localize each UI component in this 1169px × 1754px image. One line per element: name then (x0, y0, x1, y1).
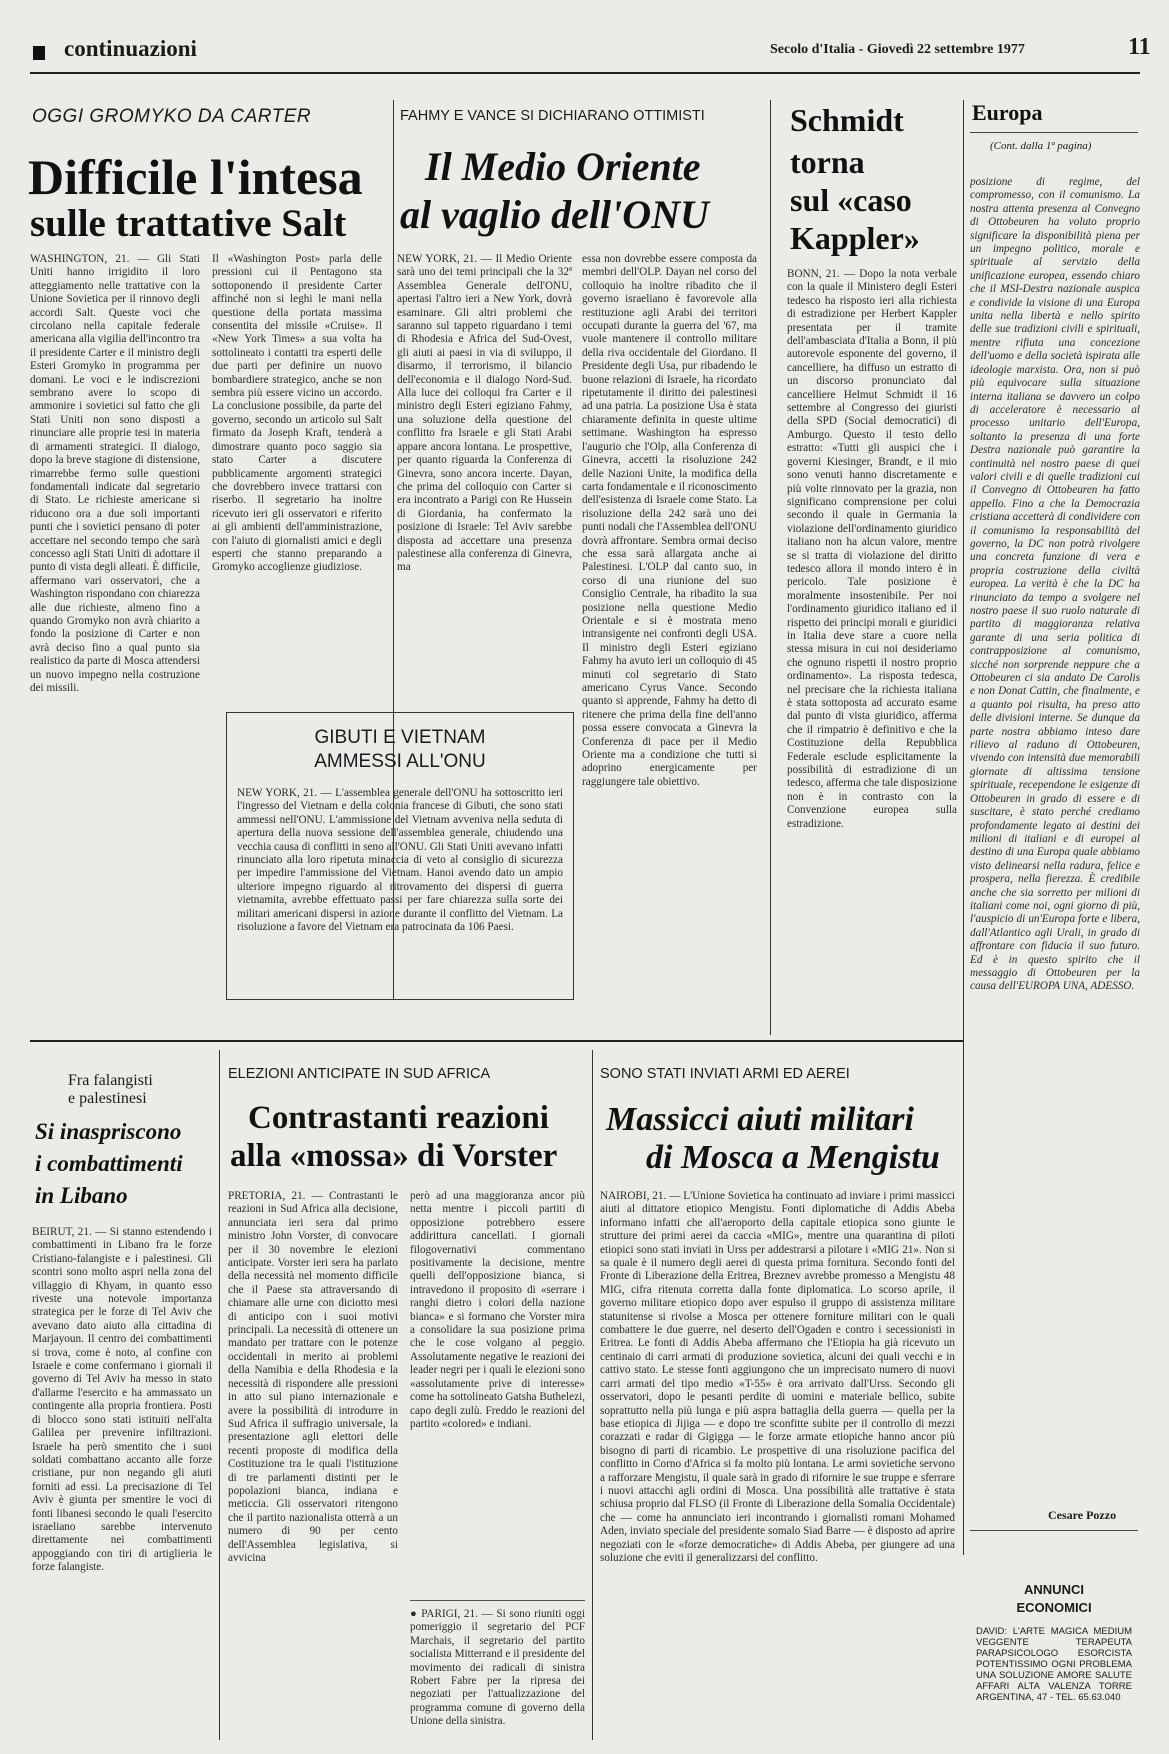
schmidt-title-line1: Schmidt (790, 102, 904, 138)
europa-signature: Cesare Pozzo (1048, 1508, 1117, 1522)
libano-title-line3: in Libano (35, 1183, 128, 1208)
libano-text: BEIRUT, 21. — Si stanno estendendo i combattimenti in Libano fra le forze Cristiano-falangiste e i palestinesi. Gli scontri sono molto aspri nella zona del villaggio di Khyam, in quanto esso riveste una notevole importanza strategica per le forze di Tel Aviv che avevano dato aiuto alla cittadina di Marjayoun. Il centro dei combattimenti si trova, come è noto, al confine con Israele e come confermano i giornali il governo di Tel Aviv ha messo in stato d'allarme l'esercito e ha ammassato un contingente alla propria frontiera. Posti di blocco sono stati istituiti nell'alta Galilea per prevenire infiltrazioni. Israele ha però smentito che i suoi soldati combattano accanto alle forze cristiane, pur non negando gli aiuti forniti ad essi. La precisazione di Tel Aviv è giunta per smentire le voci di fonti libanesi secondo le quali l'esercito israeliano sarebbe intervenuto direttamente nei combattimenti appoggiando con tiri di artiglieria le forze falangiste. (32, 1226, 212, 1574)
europa-text: posizione di regime, del compromesso, con il comunismo. La nostra attenta presenza al Convegno di Ottobeuren ha voluto proprio significare la disponibilità piena per un impegno politico, morale e spirituale al servizio della unificazione europea, essendo chiaro che il MSI-Destra nazionale auspica e condivide la visione di una Europa unita nella libertà e nello spirito delle sue tradizioni civili e spirituali, mentre rifiuta una concezione dell'uomo e della società ispirata alle ideologie marxista. Ora, non si può più equivocare sulla situazione interna italiana se davvero un colpo di acceleratore è necessario al processo unitario dell'Europa, soltanto la presenza di una forte Destra nazionale può garantire la continuità nel nostro paese di quei valori civili e di quelle tradizioni cui il Convegno di Ottobeuren ha fatto appello. Fino a che la Democrazia cristiana accetterà di condividere con il comunismo la responsabilità del governo, la DC non potrà rivolgere una concreta funzione di vera e propria costruzione della civiltà europea. La verità è che la DC ha rinunciato da tempo a svolgere nel nostro paese il suo ruolo naturale di partito di maggioranza relativa garante di una seria politica di contrapposizione al comunismo, sicché non sorprende neppure che a Ottobeuren ci sia andato De Carolis e non Donat Cattin, che finalmente, e a quanto poi risulta, ha preso atto delle divisioni interne. Se dunque da parte nostra abbiamo inteso dare rilievo al raduno di Ottobeuren, vivendo con intensità due memorabili giornate di altissima tensione spirituale, recependone le esigenze di Ottobeuren in grado di essere e di suscitare, è stato perché crediamo profondamente legato ai destini dei milioni di italiani e di europei al destino di una Europa quale abbiamo visto delinearsi nella radura, felice e prospera, nella fierezza. È credibile anche che sia sorretto per milioni di italiani come noi, ogni giorno di più, l'auspicio di un'Europa forte e libera, dall'Atlantico agli Urali, in grado di affrontare con fiducia il suo futuro. Ed è in questo spirito che il messaggio di Ottobeuren per la causa dell'EUROPA UNA, ADESSO. (970, 176, 1140, 993)
section-title: continuazioni (64, 36, 197, 61)
annunci-title-line2: ECONOMICI (1016, 1600, 1092, 1615)
annunci-text: DAVID: L'ARTE MAGICA MEDIUM VEGGENTE TERAPEUTA PARAPSICOLOGO ESORCISTA POTENTISSIMO OGNI PROBLEMA UNA SOLUZIONE AMORE SALUTE AFFARI ALTA VALENZA TORRE ARGENTINA, 47 - TEL. 65.63.040 (976, 1626, 1132, 1703)
parigi-text: ● PARIGI, 21. — Si sono riuniti oggi pomeriggio il segretario del PCF Marchais, il segretario del partito socialista Mitterrand e il presidente del movimento dei radicali di sinistra Robert Fabre per la ripresa dei negoziati per l'attualizzazione del programma comune di governo della Unione della sinistra. (410, 1608, 585, 1728)
gibuti-title-line1: GIBUTI E VIETNAM (314, 727, 486, 748)
vorster-title-line2: alla «mossa» di Vorster (230, 1138, 558, 1174)
gromyko-col1: WASHINGTON, 21. — Gli Stati Uniti hanno irrigidito il loro atteggiamento nelle trattative con la Unione Sovietica per il rinnovo degli accordi Salt. Queste voci che circolano nella capitale federale americana alla vigilia dell'incontro tra il presidente Carter e il ministro degli Esteri Gromyko in programma per domani. Le voci e le indiscrezioni sembrano avere lo scopo di ammonire i sovietici sul fatto che gli Stati Uniti non sono disposti a rinunciare alle proprie tesi in materia di armamenti strategici. Il dialogo, dopo la breve stagione di distensione, rimarrebbe fermo sulle questioni fondamentali indicate dal segretario di Stato. Le richieste americane si riducono ora a due soli importanti punti che i sovietici pensano di poter accettare nel secondo tempo che sarà concesso agli Stati Uniti di adottare il punto di vista degli alleati. È difficile, affermano vari osservatori, che a Washington rispondano con chiarezza alle due richieste, almeno fino a quando Gromyko non avrà chiarito a fondo la posizione di Carter e non avrà deciso fino a qual punto sia realistico da parte di Mosca attendersi un nuovo impegno nella costruzione dei missili. (30, 253, 200, 694)
schmidt-title-line4: Kappler» (790, 220, 920, 256)
masthead (30, 34, 1151, 70)
europa-rule (970, 132, 1138, 133)
gromyko-col2: Il «Washington Post» parla delle pressioni cui il Pentagono sta sottoponendo il presidente Carter affinché non si leghi le mani nella questione della portata massima consentita del missile «Cruise». Il «New York Times» a sua volta ha sottolineato i contatti tra esperti delle due parti per definire un nuovo bombardiere strategico, anche se non sembra più essere vicino un accordo. La conclusione possibile, da parte del governo, secondo un articolo sul Salt firmato da Joseph Kraft, tenderà a dimostrare quanto poco saggio sia stato Carter a discutere pubblicamente argomenti strategici che dovrebbero invece trattarsi con riserbo. Il segretario ha inoltre ricevuto ieri gli osservatori e riferito ai gli ambienti dell'amministrazione, con l'aiuto di giornalisti amici e degli esperti che stanno preparando a Gromyko accoglienze giudiziose. (212, 253, 382, 574)
gibuti-box (226, 712, 574, 1000)
middle-rule (30, 1040, 963, 1042)
schmidt-title-line3: sul «caso (790, 182, 912, 218)
libano-title-line2: i combattimenti (35, 1151, 183, 1176)
gromyko-title-line2: sulle trattative Salt (30, 202, 347, 245)
vorster-title-line1: Contrastanti reazioni (248, 1100, 549, 1136)
paper-date: Secolo d'Italia - Giovedì 22 settembre 1977 (770, 42, 1025, 57)
col-rule-3 (963, 100, 964, 1555)
mengistu-title-line1: Massicci aiuti militari (606, 1101, 914, 1138)
gibuti-title-line2: AMMESSI ALL'ONU (314, 751, 486, 772)
mengistu-text: NAIROBI, 21. — L'Unione Sovietica ha continuato ad inviare i primi massicci aiuti al dittatore etiopico Mengistu. Fonti diplomatiche di Addis Abeba informano infatti che all'aeroporto della capitale etiopica sono giunte le strutture dei primi aerei da caccia «MIG», mentre una quarantina di piloti etiopici sono stati inviati in Urss per addestrarsi a pilotare i «MIG 21». Non si sa quale è il numero degli aerei di questa prima fornitura. Secondo fonti del Fronte di Liberazione della Eritrea, Breznev avrebbe promesso a Mengistu 48 MIG, cifra ritenuta corretta dalla fonte diplomatica. Lo scorso aprile, il governo militare etiopico dopo aver espulso il gruppo di assistenza militare statunitense si rivolse a Mosca per ottenere forniture militari con le quali combattere le due guerre, nel deserto dell'Ogaden e contro i secessionisti in Eritrea. Le fonti di Addis Abeba affermano che l'Etiopia ha già ricevuto un centinaio di carri armati di produzione sovietica, alcuni dei quali vecchi e in cattivo stato. Le stesse fonti aggiungono che un imprecisato numero di nuovi carri armati del tipo medio «T-55» è ora arrivato dall'Urss. Secondo gli osservatori, dopo le pesanti perdite di uomini e materiale bellico, subite soprattutto nella più lunga e più aspra battaglia della guerra — quella per la base etiopica di Jijiga — e dopo tre sconfitte subite per il controllo di mezzi corazzati e radar di Gigigga — le forze armate etiopiche hanno ancor più bisogno di parti di ricambio. Le prospettive di una risoluzione pacifica del conflitto in Corno d'Africa si fa molto più lontana. Le armi sovietiche servono a rafforzare Mengistu, il quale sarà in grado di rifornire le sue truppe e sferrare i nuovi attacchi agli ordini di Mosca. Una possibilità alle trattative è stata schiusa proprio dal FLSO (il Fronte di Liberazione della Somalia Occidentale) che — come ha annunciato ieri incontrando i giornalisti romani Mohamed Aden, inviato speciale del presidente somalo Siad Barre — è disposto ad aprire negoziati con le «forze democratiche» di Addis Abeba, per giungere ad una soluzione che eviti il generalizzarsi del conflitto. (600, 1190, 955, 1564)
europa-title: Europa (972, 100, 1043, 125)
mo-col2: essa non dovrebbe essere composta da membri dell'OLP. Dayan nel corso del colloquio ha inoltre ribadito che il governo israeliano è favorevole alla restituzione agli Arabi dei territori occupati durante la guerra del '67, ma vuole mantenere il controllo militare della riva occidentale del Giordano. Il Presidente degli Usa, pur ribadendo le buone relazioni di Israele, ha ricordato ripetutamente il diritto dei palestinesi ad una patria. La posizione Usa è stata chiaramente definita in queste ultime settimane. Washington ha espresso l'augurio che l'Olp, alla Conferenza di Ginevra, accetti la risoluzione 242 delle Nazioni Unite, la modifica della carta fondamentale e il riconoscimento dell'esistenza di Israele come Stato. La risoluzione della 242 sarà uno dei punti nodali che l'Assemblea dell'ONU dovrà affrontare. Sembra ormai deciso che essa sarà allargata anche ai Palestinesi. L'OLP dal canto suo, in corso di una riunione del suo Consiglio Centrale, ha ribadito la sua posizione nella questione Medio Orientale e si è mostrata meno intransigente nei confronti degli USA. Il ministro degli Esteri egiziano Fahmy ha avuto ieri un colloquio di 45 minuti col segretario di Stato americano Cyrus Vance. Secondo quanto si apprende, Fahmy ha detto di ritenere che prima della fine dell'anno possa essere convocata a Ginevra la Conferenza di pace per il Medio Oriente ma a condizione che tutti si adoprino energicamente per raggiungere tale obiettivo. (582, 253, 757, 788)
libano-kicker-line1: Fra falangisti (68, 1072, 153, 1089)
gromyko-kicker: OGGI GROMYKO DA CARTER (32, 106, 312, 127)
schmidt-text: BONN, 21. — Dopo la nota verbale con la quale il Ministero degli Esteri tedesco ha risposto ieri alla richiesta di estradizione per Herbert Kappler presentata per il tramite dell'ambasciata d'Italia a Bonn, il più autorevole esponente del governo, il cancelliere, ha diffuso un estratto di un discorso pronunciato dal cancelliere Helmut Schmidt il 16 settembre al Congresso dei giuristi della SPD (Social democratici) di Amburgo. Questo il testo dello estratto: «Tutti gli auspici che i governi Kiesinger, Brandt, e il mio sono venuti hanno discretamente e più volte rinnovato per la grazia, non significano comprensione per colui secondo il quale in Germania la violazione dell'ordinamento giuridico italiano non ha alcun valore, mentre se si tratta di violazione del diritto tedesco allora il mondo intero è in pericolo. Tale posizione è moralmente insostenibile. Per noi l'ordinamento giuridico italiano ed il rispetto dei principi morali e giuridici in Italia deve stare a cuore nella stessa misura in cui noi desideriamo che ognuno rispetti il nostro proprio ordinamento». La risposta tedesca, nel precisare che la richiesta italiana è stata sottoposta ad accurato esame dal punto di vista giuridico, afferma che il rimpatrio è definitivo e che la Costituzione della Repubblica Federale esclude esplicitamente la possibilità di estradizione di un tedesco, afferma che tale disposizione non è in contrasto con la Convenzione europea sulla estradizione. (787, 268, 957, 830)
annunci-box (972, 1624, 1136, 1703)
page-number: 11 (1128, 34, 1151, 60)
col-rule-4 (219, 1050, 220, 1740)
europa-cont-note: (Cont. dalla 1ª pagina) (990, 140, 1092, 152)
mo-kicker: FAHMY E VANCE SI DICHIARANO OTTIMISTI (400, 108, 705, 124)
mo-col1: NEW YORK, 21. — Il Medio Oriente sarà uno dei temi principali che la 32ª Assemblea Generale dell'ONU, apertasi l'altro ieri a New York, dovrà esaminare. Gli altri problemi che saranno sul tappeto riguardano i temi di Rhodesia e Africa del Sud-Ovest, gli aiuti ai paesi in via di sviluppo, il disarmo, il terrorismo, il bilancio dell'economia e il dialogo Nord-Sud. Alla luce dei colloqui fra Carter e il ministro degli Esteri egiziano Fahmy, una soluzione della questione del conflitto fra Israele e gli Stati Arabi appare ancora lontana. Le prospettive, per quanto riguarda la Conferenza di Ginevra, sono ancora incerte. Dayan, che prima del colloquio con Carter si era incontrato a Parigi con Re Hussein di Giordania, ha confermato la posizione di Israele: Tel Aviv sarebbe disposta ad accettare una presenza palestinese alla conferenza di Ginevra, ma (397, 253, 572, 574)
libano-kicker-line2: e palestinesi (68, 1090, 147, 1107)
mengistu-title-line2: di Mosca a Mengistu (646, 1139, 940, 1176)
schmidt-title-line2: torna (790, 144, 865, 180)
gromyko-title-line1: Difficile l'intesa (28, 149, 363, 205)
europa-end-rule (970, 1530, 1138, 1531)
mengistu-kicker: SONO STATI INVIATI ARMI ED AEREI (600, 1066, 850, 1082)
vorster-col1: PRETORIA, 21. — Contrastanti le reazioni in Sud Africa alla decisione, annunciata ieri sera dal primo ministro John Vorster, di convocare per il 30 novembre le elezioni anticipate. Vorster ieri sera ha parlato della necessità nel momento difficile che il Paese sta attraversando di chiamare alle urne con diciotto mesi di anticipo con i suoi motivi principali. La necessità di ottenere un mandato per trattare con le potenze occidentali in merito ai problemi della Namibia e della Rhodesia e la necessità di rispondere alle pressioni in atto sul piano internazionale e avere la possibilità di introdurre in Sud Africa il suffragio universale, la presentazione agli elettori delle recenti proposte di modifica della Costituzione tra le quali l'istituzione di tre parlamenti distinti per le popolazioni bianca, indiana e meticcia. Gli osservatori ritengono che il partito nazionalista otterrà a un numero di 90 per cento dell'Assemblea legislativa, si avvicina (228, 1190, 398, 1564)
libano-title-line1: Si inaspriscono (35, 1119, 182, 1144)
vorster-col2: però ad una maggioranza ancor più netta mentre i piccoli partiti di opposizione potrebbero essere addirittura cancellati. I giornali filogovernativi commentano positivamente la decisione, mentre quelli dell'opposizione bianca, si intravedono il proposito di «serrare i ranghi dietro i colori della nazione bianca» e si formano che Vorster mira a consolidare la sua posizione prima che le cose volgano al peggio. Assolutamente negative le reazioni dei leader negri per i quali le elezioni sono «assolutamente prive di interesse» come ha sottolineato Gatsha Buthelezi, capo degli zulù. Freddo le reazioni del partito «colored» e indiani. (410, 1190, 585, 1430)
annunci-title-line1: ANNUNCI (1024, 1582, 1084, 1597)
vorster-kicker: ELEZIONI ANTICIPATE IN SUD AFRICA (228, 1066, 491, 1082)
mo-title-line1: Il Medio Oriente (425, 144, 701, 189)
gibuti-text: NEW YORK, 21. — L'assemblea generale dell'ONU ha sottoscritto ieri l'ingresso del Vietnam e della colonia francese di Gibuti, che sono stati ammessi nell'ONU. L'ammissione del Vietnam avveniva nella seduta di apertura della nuova sessione dell'assemblea generale, chiudendo una vecchia causa di conflitti in seno all'ONU. Gli Stati Uniti avevano infatti rinunciato alla loro ripetuta minaccia di veto al consiglio di sicurezza per impedire l'ammissione del Vietnam. Hanoi avendo dato un ampio ulteriore impegno riguardo al ritrovamento dei dispersi di guerra vietnamita, avrebbe effettuato passi per fare chiarezza sulla sorte dei militari americani dispersi in azione durante il conflitto del Vietnam. La risoluzione a favore del Vietnam era patrocinata da 106 Paesi. (237, 787, 563, 934)
col-rule-5 (592, 1050, 593, 1740)
section-marker-icon (33, 46, 45, 60)
masthead-rule (30, 72, 1140, 74)
mo-title-line2: al vaglio dell'ONU (400, 192, 709, 237)
parigi-rule (410, 1600, 585, 1601)
col-rule-2 (770, 100, 771, 1035)
